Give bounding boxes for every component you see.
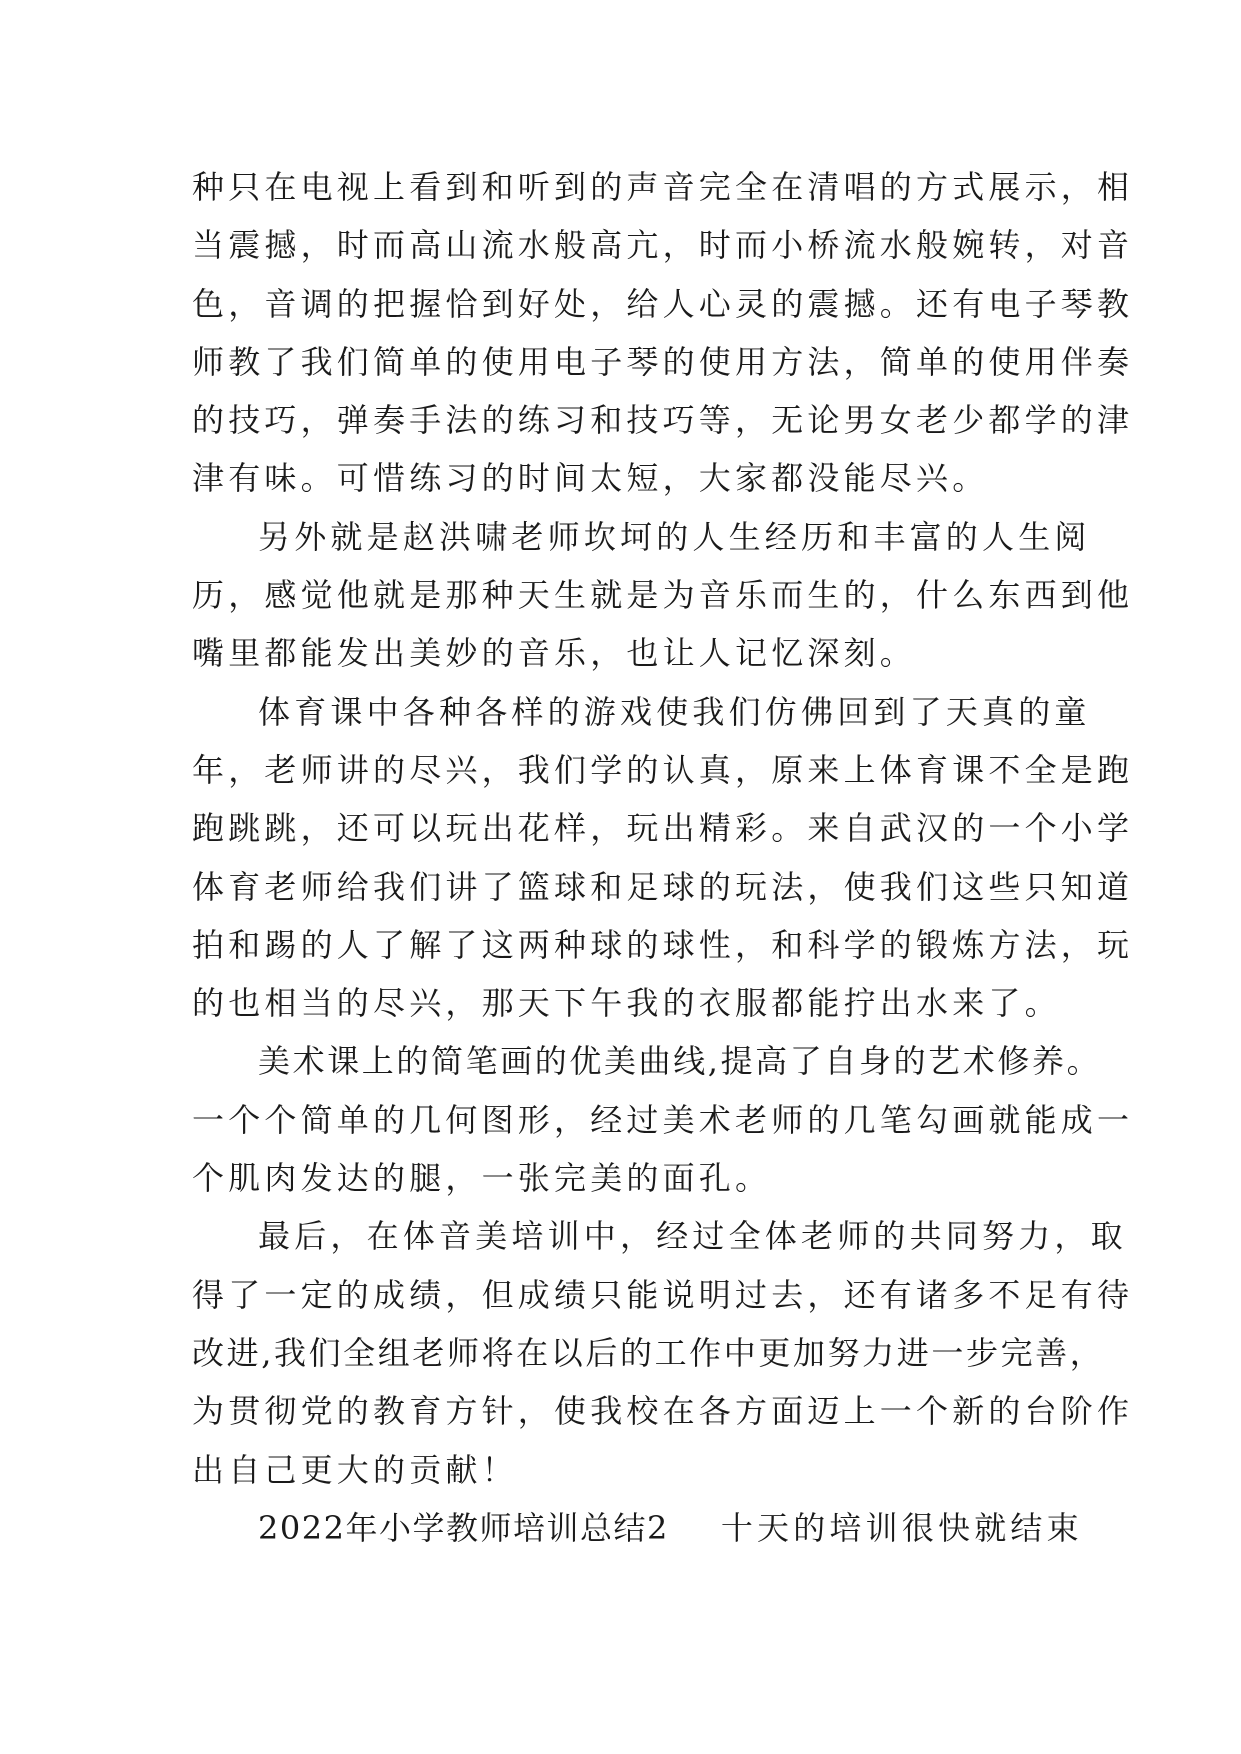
paragraph-line: 的也相当的尽兴，那天下午我的衣服都能拧出水来了。 (192, 984, 1061, 1023)
paragraph-start: 十天的培训很快就结束 (720, 1508, 1083, 1547)
paragraph-line: 出自己更大的贡献！ (192, 1450, 518, 1489)
paragraph-line: 当震撼，时而高山流水般高亢，时而小桥流水般婉转，对音 (192, 226, 1134, 265)
paragraph-line: 体育老师给我们讲了篮球和足球的玩法，使我们这些只知道 (192, 867, 1134, 906)
paragraph-line: 色，音调的把握恰到好处，给人心灵的震撼。还有电子琴教 (192, 284, 1134, 323)
paragraph-line: 年，老师讲的尽兴，我们学的认真，原来上体育课不全是跑 (192, 750, 1134, 789)
paragraph-line: 改进,我们全组老师将在以后的工作中更加努力进一步完善， (192, 1333, 1105, 1372)
paragraph-line: 历，感觉他就是那种天生就是为音乐而生的，什么东西到他 (192, 576, 1134, 615)
paragraph-line: 得了一定的成绩，但成绩只能说明过去，还有诸多不足有待 (192, 1275, 1134, 1314)
paragraph-line: 美术课上的简笔画的优美曲线,提高了自身的艺术修养。 (258, 1042, 1102, 1081)
paragraph-line: 跑跳跳，还可以玩出花样，玩出精彩。来自武汉的一个小学 (192, 809, 1134, 848)
paragraph-line: 体育课中各种各样的游戏使我们仿佛回到了天真的童 (258, 692, 1091, 731)
paragraph-line: 个肌肉发达的腿，一张完美的面孔。 (192, 1159, 772, 1198)
section-heading: 2022年小学教师培训总结2 (258, 1508, 669, 1547)
paragraph-line: 的技巧，弹奏手法的练习和技巧等，无论男女老少都学的津 (192, 401, 1134, 440)
paragraph-line: 师教了我们简单的使用电子琴的使用方法，简单的使用伴奏 (192, 342, 1134, 381)
paragraph-line: 另外就是赵洪啸老师坎坷的人生经历和丰富的人生阅 (258, 517, 1091, 556)
paragraph-line: 最后，在体音美培训中，经过全体老师的共同努力，取 (258, 1217, 1127, 1256)
paragraph-line: 津有味。可惜练习的时间太短，大家都没能尽兴。 (192, 459, 989, 498)
body-text (192, 158, 1134, 1557)
paragraph-line: 种只在电视上看到和听到的声音完全在清唱的方式展示，相 (192, 168, 1134, 206)
paragraph-line: 一个个简单的几何图形，经过美术老师的几笔勾画就能成一 (192, 1100, 1134, 1139)
paragraph-line: 为贯彻党的教育方针，使我校在各方面迈上一个新的台阶作 (192, 1392, 1134, 1431)
paragraph-line: 嘴里都能发出美妙的音乐，也让人记忆深刻。 (192, 634, 917, 673)
paragraph-line: 拍和踢的人了解了这两种球的球性，和科学的锻炼方法，玩 (192, 925, 1134, 964)
last-line (192, 1499, 1083, 1557)
